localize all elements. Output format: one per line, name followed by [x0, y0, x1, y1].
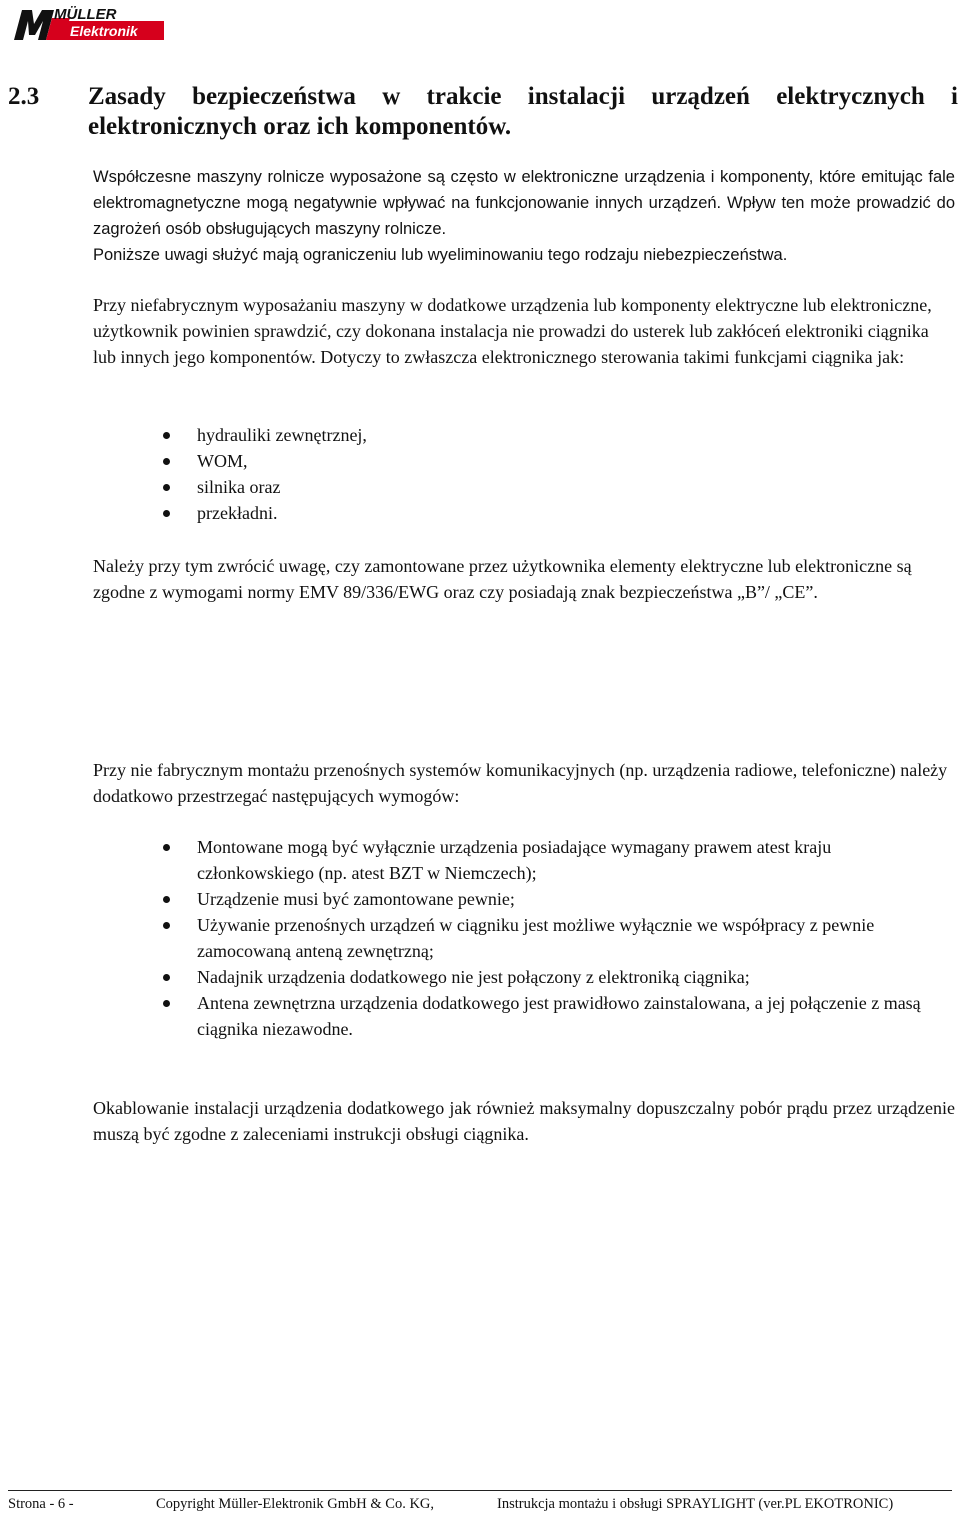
- section-title-line-1: Zasady bezpieczeństwa w trakcie instalacji urządzeń elektrycznych i: [88, 83, 958, 110]
- list-item: hydrauliki zewnętrznej,: [160, 422, 950, 448]
- footer-copyright: Copyright Müller-Elektronik GmbH & Co. KG,: [156, 1496, 435, 1512]
- list-item: Nadajnik urządzenia dodatkowego nie jest połączony z elektroniką ciągnika;: [160, 964, 950, 990]
- footer-page-number: Strona - 6 -: [8, 1496, 74, 1512]
- list-item: Montowane mogą być wyłącznie urządzenia posiadające wymagany prawem atest kraju członkowskiego (np. atest BZT w Niemczech);: [160, 834, 950, 886]
- company-logo: [10, 4, 168, 44]
- emv-paragraph: Należy przy tym zwrócić uwagę, czy zamontowane przez użytkownika elementy elektryczne lub elektroniczne są zgodne z wymogami normy EMV 89/336/EWG oraz czy posiadają znak bezpieczeństwa „B”/ „CE”.: [93, 556, 912, 602]
- list-item: Antena zewnętrzna urządzenia dodatkowego jest prawidłowo zainstalowana, a jej połączenie z masą ciągnika niezawodne.: [160, 990, 950, 1042]
- footer-divider: [8, 1490, 952, 1491]
- list-item: przekładni.: [160, 500, 950, 526]
- section-title-line-2: elektronicznych oraz ich komponentów.: [88, 113, 512, 140]
- section-heading: [8, 82, 958, 142]
- section-number: 2.3: [8, 83, 40, 110]
- list-item: Używanie przenośnych urządzeń w ciągniku jest możliwe wyłącznie we współpracy z pewnie zamocowaną anteną zewnętrzną;: [160, 912, 950, 964]
- communication-paragraph: Przy nie fabrycznym montażu przenośnych systemów komunikacyjnych (np. urządzenia radiowe, telefoniczne) należy dodatkowo przestrzegać następujących wymogów:: [93, 760, 948, 806]
- list-item: WOM,: [160, 448, 950, 474]
- intro-paragraph: Współczesne maszyny rolnicze wyposażone są często w elektroniczne urządzenia i komponenty, które emitując fale elektromagnetyczne mogą negatywnie wpływać na funkcjonowanie innych urządzeń. Wpływ ten może prowadzić do zagrożeń osób obsługujących maszyny rolnicze.: [93, 168, 955, 238]
- logo-brand-top: MÜLLER: [54, 6, 117, 23]
- list-item: silnika oraz: [160, 474, 950, 500]
- mueller-elektronik-logo-icon: [10, 4, 168, 44]
- section-title: [88, 82, 958, 142]
- tractor-functions-list: [160, 422, 950, 526]
- installation-paragraph: Przy niefabrycznym wyposażaniu maszyny w dodatkowe urządzenia lub komponenty elektryczne lub elektroniczne, użytkownik powinien sprawdzić, czy dokonana instalacja nie prowadzi do usterek lub zakłóceń elektroniki ciągnika lub innych jego komponentów. Dotyczy to zwłaszcza elektronicznego sterowania takimi funkcjami ciągnika jak:: [93, 295, 932, 367]
- footer-manual-title: Instrukcja montażu i obsługi SPRAYLIGHT (ver.PL EKOTRONIC): [497, 1496, 894, 1512]
- cabling-paragraph: Okablowanie instalacji urządzenia dodatkowego jak również maksymalny dopuszczalny pobór prądu przez urządzenie muszą być zgodne z zaleceniami instrukcji obsługi ciągnika.: [93, 1098, 955, 1144]
- list-item: Urządzenie musi być zamontowane pewnie;: [160, 886, 950, 912]
- communication-requirements-list: [160, 834, 950, 1042]
- intro-paragraph-closing: Poniższe uwagi służyć mają ograniczeniu lub wyeliminowaniu tego rodzaju niebezpieczeństwa.: [93, 246, 788, 264]
- logo-brand-bottom: Elektronik: [70, 23, 138, 39]
